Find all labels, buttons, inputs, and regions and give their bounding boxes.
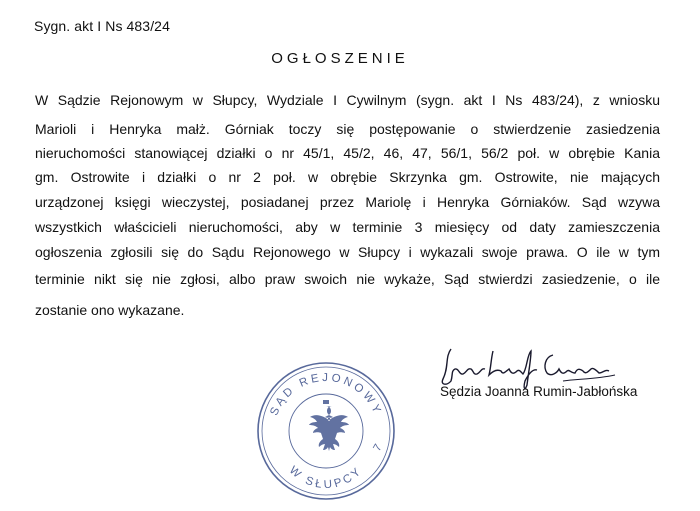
case-reference: Sygn. akt I Ns 483/24 <box>34 18 170 34</box>
judge-signatory: Sędzia Joanna Rumin-Jabłońska <box>440 384 638 399</box>
court-stamp <box>255 360 397 502</box>
body-line: gm. Ostrowite i działki o nr 2 poł. w obrębie Skrzynka gm. Ostrowite, nie mających <box>35 169 660 185</box>
body-line: Marioli i Henryka małż. Górniak toczy się postępowanie o stwierdzenie zasiedzenia <box>35 121 660 137</box>
stamp-top-text: SĄD REJONOWY <box>268 371 384 418</box>
body-line: urządzonej księgi wieczystej, posiadanej przez Mariolę i Henryka Górniaków. Sąd wzywa <box>35 194 660 210</box>
document-title: OGŁOSZENIE <box>271 50 409 67</box>
body-line: ogłoszenia zgłosili się do Sądu Rejonowego w Słupcy i wykazali swoje prawa. O ile w tym <box>35 244 660 260</box>
stamp-bottom-text: W SŁUPCY <box>286 464 366 492</box>
body-line: wszystkich właścicieli nieruchomości, aby w terminie 3 miesięcy od daty zamieszczenia <box>35 219 660 235</box>
svg-text:SĄD REJONOWY <box>268 372 383 418</box>
body-line: nieruchomości stanowiącej działki o nr 45/1, 45/2, 46, 47, 56/1, 56/2 poł. w obrębie Kania <box>35 145 660 161</box>
body-line: W Sądzie Rejonowym w Słupcy, Wydziale I Cywilnym (sygn. akt I Ns 483/24), z wniosku <box>35 92 660 108</box>
eagle-emblem <box>309 400 349 451</box>
stamp-number: 7 <box>371 442 385 454</box>
body-line: terminie nikt się nie zgłosi, albo praw swoich nie wykaże, Sąd stwierdzi zasiedzenie, o ile <box>35 271 660 287</box>
body-line: zostanie ono wykazane. <box>35 302 185 318</box>
